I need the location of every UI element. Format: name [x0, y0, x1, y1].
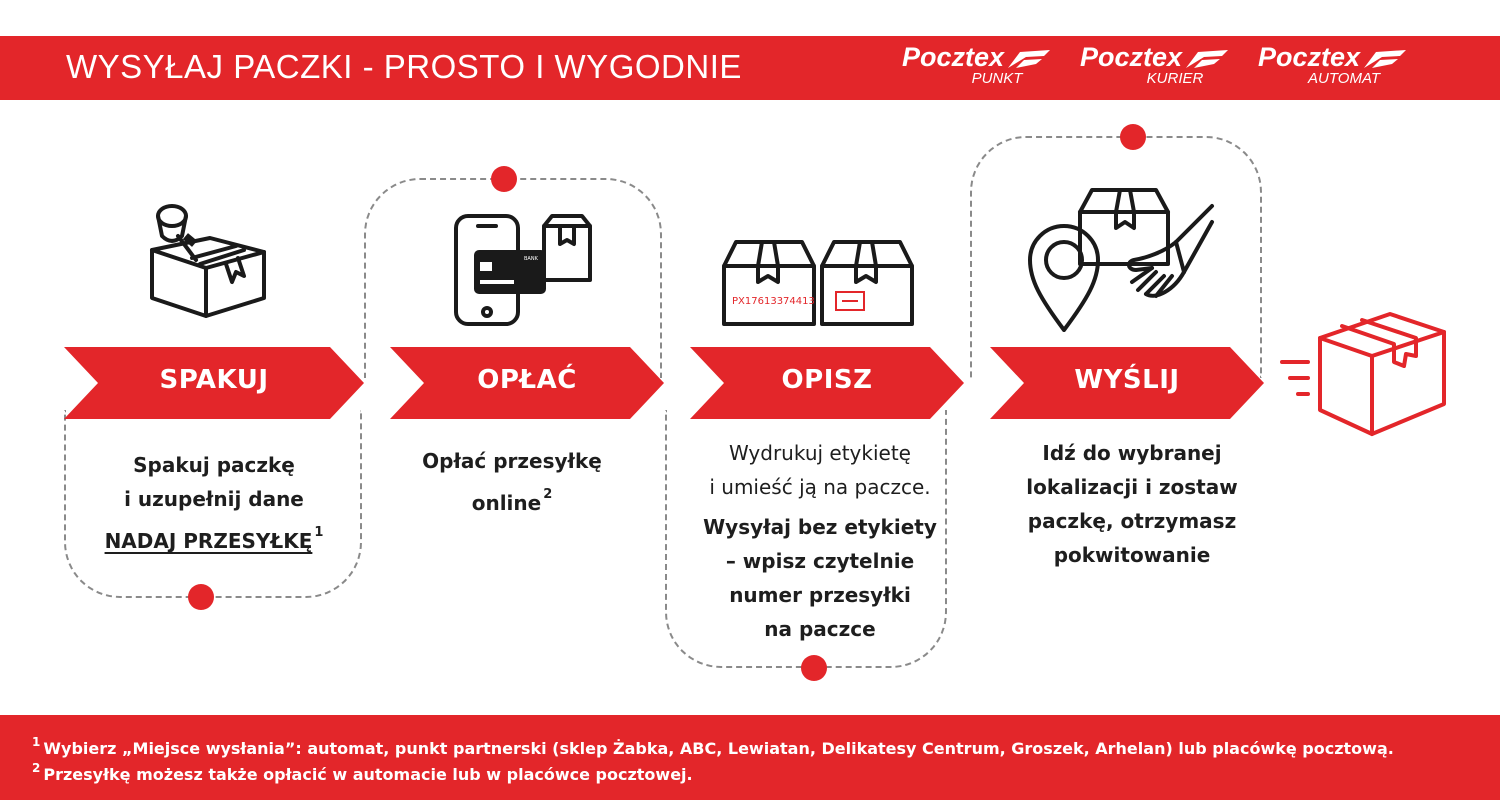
fast-delivery-box-icon [1280, 294, 1452, 442]
step-2-description [362, 444, 662, 520]
desc-line: lokalizacji i zostaw [1026, 475, 1238, 499]
brand-sub: KURIER [1146, 70, 1204, 87]
desc-line: na paczce [764, 617, 876, 641]
step-4-description [990, 436, 1274, 572]
footnote-ref: 1 [314, 525, 324, 540]
header-banner [0, 36, 1500, 100]
step-3-dot [801, 655, 827, 681]
step-label: SPAKUJ [159, 365, 269, 395]
footnote-ref: 2 [543, 487, 553, 502]
footnote-1 [32, 735, 1394, 758]
step-3-description [665, 436, 975, 646]
step-label: WYŚLIJ [1074, 365, 1180, 395]
desc-line: paczkę, otrzymasz [1027, 509, 1237, 533]
desc-line: Wysyłaj bez etykiety [703, 515, 937, 539]
step-1-dot [188, 584, 214, 610]
send-parcel-link[interactable]: NADAJ PRZESYŁKĘ [104, 529, 313, 553]
tracking-number: PX17613374413 [732, 296, 815, 307]
footnote-text: Wybierz „Miejsce wysłania”: automat, punkt partnerski (sklep Żabka, ABC, Lewiatan, Delikatesy Centrum, Groszek, Arhelan) lub placówkę pocztową. [43, 739, 1394, 758]
brand-pocztex-automat[interactable] [1258, 42, 1408, 87]
brand-name: Pocztex [1258, 42, 1361, 72]
pocztex-wing-icon [1184, 48, 1230, 70]
brand-pocztex-punkt[interactable] [902, 42, 1052, 87]
footnote-text: Przesyłkę możesz także opłacić w automacie lub w placówce pocztowej. [43, 765, 693, 784]
desc-line: – wpisz czytelnie [725, 549, 915, 573]
card-bank-text: BANK [524, 256, 538, 262]
desc-line: i uzupełnij dane [124, 487, 304, 511]
step-arrow-opisz [690, 347, 964, 419]
location-handover-icon [1026, 186, 1220, 332]
footnote-number: 1 [32, 735, 41, 749]
taped-box-icon [140, 192, 275, 327]
pocztex-wing-icon [1362, 48, 1408, 70]
desc-line: online [471, 491, 542, 515]
pocztex-wing-icon [1006, 48, 1052, 70]
step-label: OPŁAĆ [477, 365, 577, 395]
step-4-dot [1120, 124, 1146, 150]
footnote-2 [32, 761, 693, 784]
step-2-dot [491, 166, 517, 192]
page-title: WYSYŁAJ PACZKI - PROSTO I WYGODNIE [66, 48, 742, 85]
step-arrow-wyslij [990, 347, 1264, 419]
step-arrow-spakuj [64, 347, 364, 419]
brand-name: Pocztex [1080, 42, 1183, 72]
desc-line: Opłać przesyłkę [422, 449, 602, 473]
brand-sub: AUTOMAT [1308, 70, 1380, 87]
step-arrow-oplac [390, 347, 664, 419]
desc-line: pokwitowanie [1053, 543, 1211, 567]
footer-notes [0, 715, 1500, 800]
desc-line: Idź do wybranej [1042, 441, 1222, 465]
step-label: OPISZ [781, 365, 873, 395]
step-1-description [64, 448, 364, 558]
desc-line: Spakuj paczkę [133, 453, 295, 477]
labeled-boxes-icon [718, 236, 918, 328]
brand-pocztex-kurier[interactable] [1080, 42, 1230, 87]
desc-line: i umieść ją na paczce. [709, 475, 931, 499]
desc-line: numer przesyłki [729, 583, 911, 607]
brand-name: Pocztex [902, 42, 1005, 72]
desc-line: Wydrukuj etykietę [729, 441, 911, 465]
phone-card-payment-icon [448, 212, 598, 330]
brand-sub: PUNKT [971, 70, 1023, 87]
footnote-number: 2 [32, 761, 41, 775]
